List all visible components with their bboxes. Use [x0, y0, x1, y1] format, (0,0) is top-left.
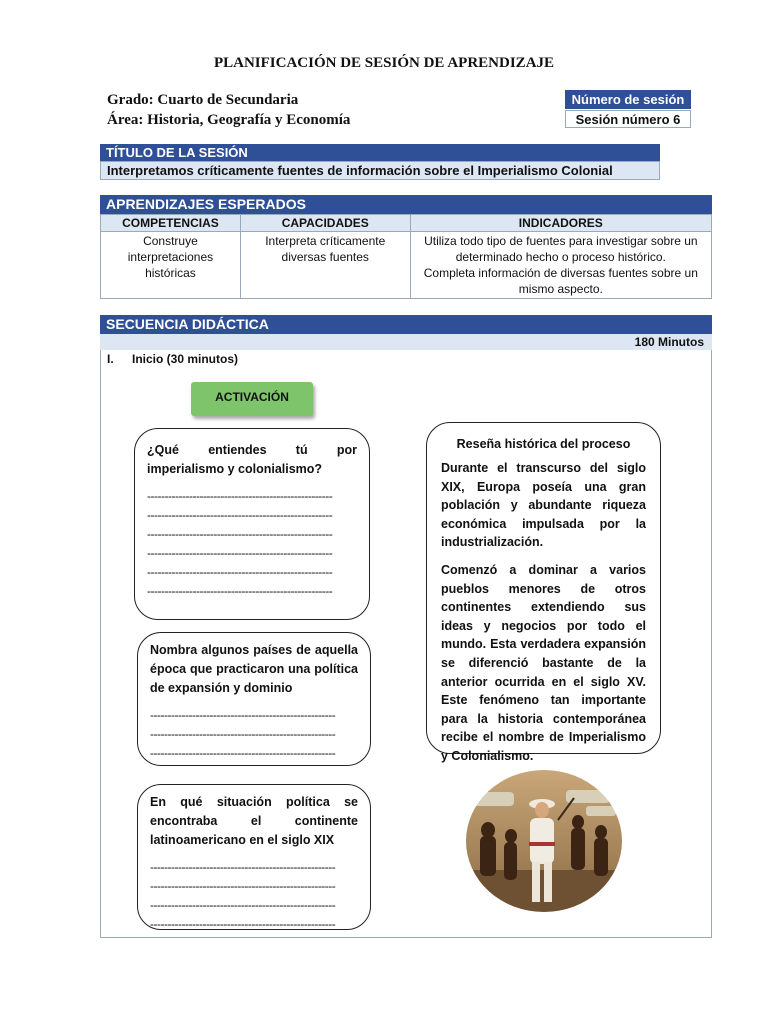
answer-line[interactable]: -----------------------------------------------------: [147, 565, 333, 579]
question-1-text: ¿Qué entiendes tú por imperialismo y colonialismo?: [147, 443, 357, 476]
competencies-table: [100, 214, 712, 299]
answer-line[interactable]: -----------------------------------------------------: [150, 898, 336, 912]
column-header-capacidades: CAPACIDADES: [240, 215, 410, 232]
answer-line[interactable]: -----------------------------------------------------: [150, 917, 336, 931]
didactic-sequence-header: SECUENCIA DIDÁCTICA: [100, 315, 712, 334]
activation-label: ACTIVACIÓN: [191, 382, 313, 416]
column-header-indicadores: INDICADORES: [410, 215, 711, 232]
historical-review-title: Reseña histórica del proceso: [456, 437, 631, 451]
competencia-cell: Construye interpretaciones históricas: [101, 232, 241, 299]
answer-line[interactable]: -----------------------------------------------------: [147, 584, 333, 598]
answer-line[interactable]: -----------------------------------------------------: [147, 489, 333, 503]
section-number: I.: [107, 352, 114, 366]
answer-line[interactable]: -----------------------------------------------------: [150, 879, 336, 893]
colonial-expedition-illustration: [466, 770, 622, 912]
answer-line[interactable]: -----------------------------------------------------: [150, 708, 336, 722]
answer-line[interactable]: -----------------------------------------------------: [147, 527, 333, 541]
total-minutes: 180 Minutos: [100, 334, 712, 350]
column-header-competencias: COMPETENCIAS: [101, 215, 241, 232]
question-box-3: [137, 784, 371, 930]
session-number-header: Número de sesión: [565, 90, 691, 109]
answer-line[interactable]: -----------------------------------------------------: [147, 546, 333, 560]
answer-line[interactable]: -----------------------------------------------------: [150, 727, 336, 741]
historical-review-paragraph-2: Comenzó a dominar a varios pueblos menores de otros continentes extendiendo sus ideas y negocios por todo el mundo. Esta verdadera expansión se diferenció bastante de la anterior ocurrida en el siglo XV. Este fenómeno tan importante para la historia contemporánea recibe el nombre de Imperialismo y Colonialismo.: [441, 562, 646, 763]
indicador-2: Completa información de diversas fuentes sobre un mismo aspecto.: [423, 266, 698, 296]
session-number-value: Sesión número 6: [565, 110, 691, 128]
area-label: Área: Historia, Geografía y Economía: [107, 112, 351, 128]
session-title-value: Interpretamos críticamente fuentes de información sobre el Imperialismo Colonial: [100, 161, 660, 180]
historical-review-box: [426, 422, 661, 763]
document-title: PLANIFICACIÓN DE SESIÓN DE APRENDIZAJE: [213, 55, 555, 71]
grado-label: Grado: Cuarto de Secundaria: [107, 92, 299, 108]
expected-learning-header: APRENDIZAJES ESPERADOS: [100, 195, 712, 214]
answer-line[interactable]: -----------------------------------------------------: [150, 860, 336, 874]
question-2-text: Nombra algunos países de aquella época que practicaron una política de expansión y dominio: [150, 643, 358, 695]
question-box-1: [134, 428, 370, 620]
session-title-header: TÍTULO DE LA SESIÓN: [100, 144, 660, 161]
indicador-1: Utiliza todo tipo de fuentes para investigar sobre un determinado hecho o proceso histórico.: [424, 234, 698, 264]
section-inicio-label: Inicio (30 minutos): [132, 352, 239, 366]
indicadores-cell: [410, 232, 711, 299]
answer-line[interactable]: -----------------------------------------------------: [150, 746, 336, 760]
question-box-2: [137, 632, 371, 766]
capacidad-cell: Interpreta críticamente diversas fuentes: [240, 232, 410, 299]
question-3-text: En qué situación política se encontraba el continente latinoamericano en el siglo XIX: [150, 795, 358, 847]
historical-review-paragraph-1: Durante el transcurso del siglo XIX, Europa poseía una gran población y abundante riqueza económica impulsada por la industrialización.: [441, 461, 646, 550]
answer-line[interactable]: -----------------------------------------------------: [147, 508, 333, 522]
